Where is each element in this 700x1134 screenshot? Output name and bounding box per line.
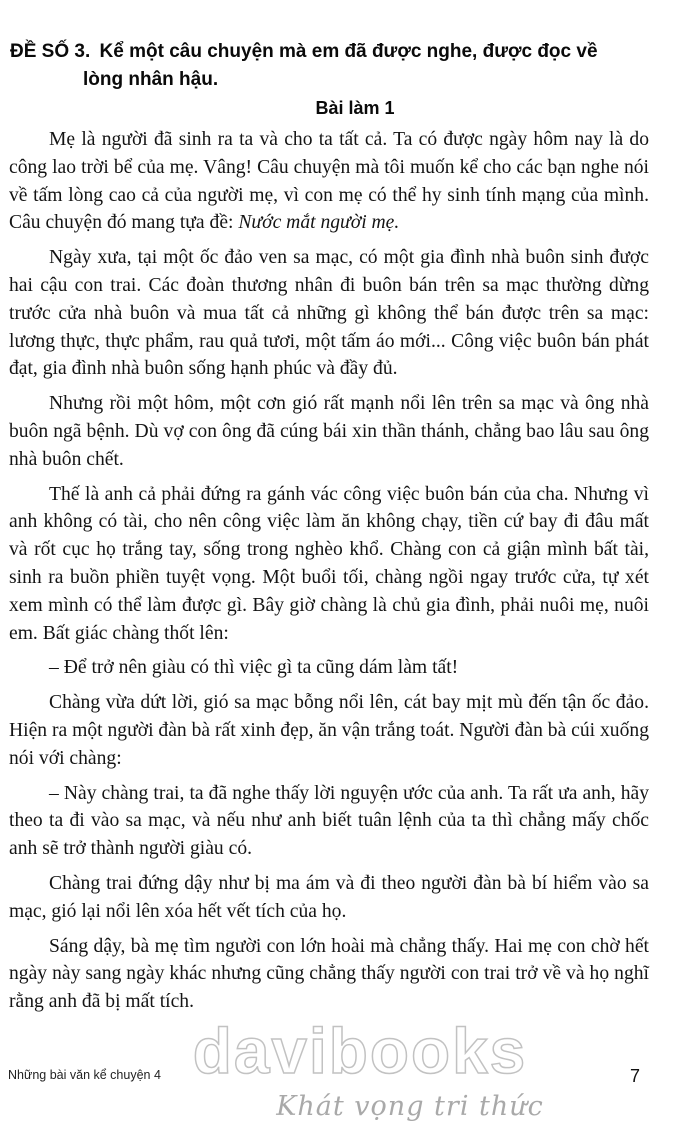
paragraph: Ngày xưa, tại một ốc đảo ven sa mạc, có một gia đình nhà buôn sinh được hai cậu con trai. Các đoàn thương nhân đi buôn bán trên sa mạc thường dừng trước cửa nhà buôn và mua tất cả những gì không thể bán được trên sa mạc: lương thực, thực phẩm, rau quả tươi, một tấm áo mới... Công việc buôn bán phát đạt, gia đình nhà buôn sống hạnh phúc và đầy đủ.	[9, 247, 649, 380]
exercise-heading	[10, 38, 670, 94]
paragraph: Chàng vừa dứt lời, gió sa mạc bỗng nổi lên, cát bay mịt mù đến tận ốc đảo. Hiện ra một người đàn bà rất xinh đẹp, ăn vận trắng toát. Người đàn bà cúi xuống nói với chàng:	[9, 692, 649, 769]
essay-body	[9, 126, 649, 1023]
page-number: 7	[630, 1066, 641, 1086]
footer-book-title: Những bài văn kể chuyện 4	[8, 1068, 161, 1082]
paragraph: Nhưng rồi một hôm, một cơn gió rất mạnh nổi lên trên sa mạc và ông nhà buôn ngã bệnh. Dù vợ con ông đã cúng bái xin thần thánh, chẳng bao lâu sau ông nhà buôn chết.	[9, 393, 649, 470]
exercise-prompt-line2: lòng nhân hậu.	[83, 69, 219, 90]
watermark-brand: davibooks	[192, 1015, 528, 1087]
dialogue-line: – Để trở nên giàu có thì việc gì ta cũng dám làm tất!	[49, 657, 459, 679]
paragraph: Thế là anh cả phải đứng ra gánh vác công việc buôn bán của cha. Nhưng vì anh không có tài, cho nên công việc làm ăn không chạy, tiền cứ bay đi đâu mất và rốt cục họ trắng tay, sống trong nghèo khổ. Chàng con cả giận mình bất tài, sinh ra buồn phiền tuyệt vọng. Một buổi tối, chàng ngồi ngay trước cửa, tự xét xem mình có thể làm được gì. Bây giờ chàng là chủ gia đình, phải nuôi mẹ, nuôi em. Bất giác chàng thốt lên:	[9, 483, 649, 644]
essay-subtitle: Bài làm 1	[315, 98, 395, 118]
paragraph: Sáng dậy, bà mẹ tìm người con lớn hoài mà chẳng thấy. Hai mẹ con chờ hết ngày này sang ngày khác nhưng cũng chẳng thấy người con trai trở về và họ nghĩ rằng anh đã bị mất tích.	[9, 935, 649, 1013]
story-title: Nước mắt người mẹ.	[238, 212, 400, 234]
exercise-prompt-line1: Kể một câu chuyện mà em đã được nghe, được đọc về	[99, 41, 598, 62]
exercise-label: ĐỀ SỐ 3.	[10, 41, 91, 62]
watermark-tagline: Khát vọng tri thức	[276, 1091, 544, 1122]
dialogue-line: – Này chàng trai, ta đã nghe thấy lời nguyện ước của anh. Ta rất ưa anh, hãy theo ta đi vào sa mạc, và nếu như anh biết tuân lệnh của ta thì chẳng mấy chốc anh sẽ trở thành người giàu có.	[9, 782, 649, 860]
paragraph: Mẹ là người đã sinh ra ta và cho ta tất cả. Ta có được ngày hôm nay là do công lao trời bể của mẹ. Vâng! Câu chuyện mà tôi muốn kể cho các bạn nghe nói về tấm lòng cao cả của người mẹ, vì con mẹ có thể hy sinh tính mạng của mình. Câu chuyện đó mang tựa đề: Nước mắt người mẹ.	[9, 129, 649, 234]
paragraph: Chàng trai đứng dậy như bị ma ám và đi theo người đàn bà bí hiểm vào sa mạc, gió lại nổi lên xóa hết vết tích của họ.	[9, 872, 649, 922]
